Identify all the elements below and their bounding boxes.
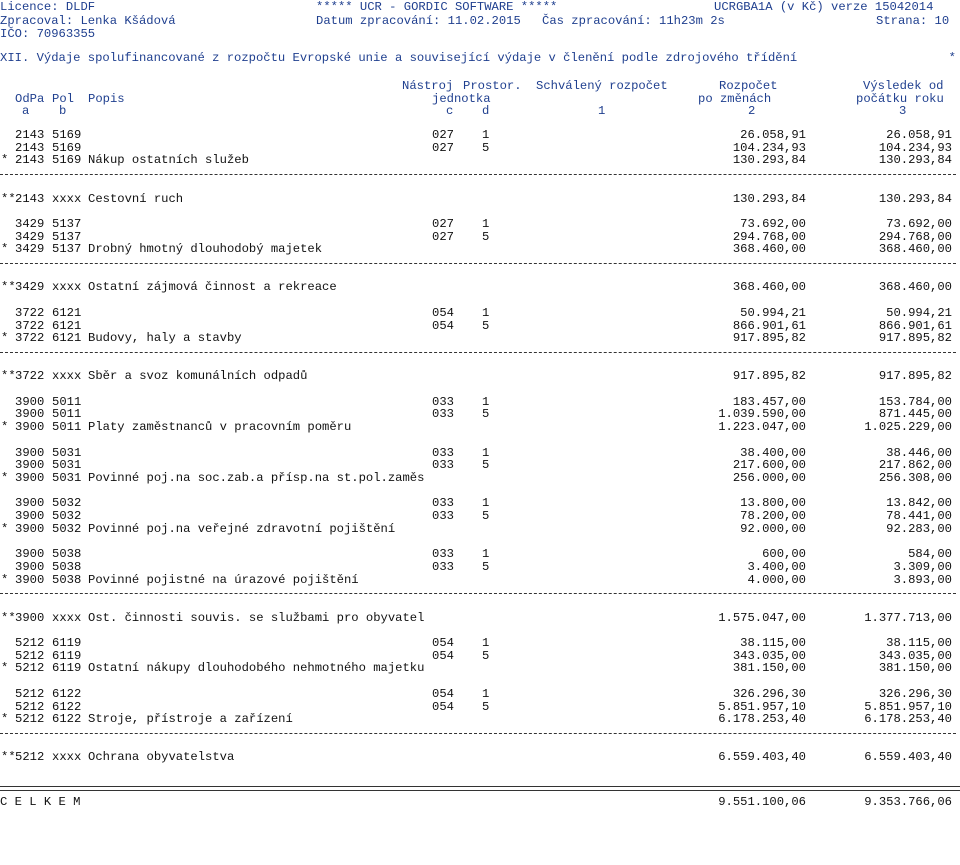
cell-prostor: 1 [482, 547, 490, 562]
cell-odpa: 3900 [15, 407, 45, 422]
cell-odpa: 3900 [15, 394, 45, 409]
cell-pol: 5032 [52, 509, 82, 523]
cell-popis: Ostatní nákupy dlouhodobého nehmotného majetku [88, 661, 425, 676]
cell-popis: Povinné pojistné na úrazové pojištění [88, 572, 359, 587]
cell-popis: Ochrana obyvatelstva [88, 750, 235, 765]
cell-pol: 5011 [52, 394, 82, 409]
col-index-2: 2 [748, 104, 756, 118]
cell-rozpocet: 6.178.253,40 [718, 712, 806, 727]
cell-rozpocet: 5.851.957,10 [718, 699, 806, 714]
cell-vysledek: 3.893,00 [893, 572, 952, 587]
item-subtotal-row [0, 573, 960, 587]
col-index-a: a [22, 104, 30, 118]
cell-nastroj: 054 [432, 318, 454, 333]
cell-odpa: 3722 [15, 318, 45, 333]
item-subtotal-row [0, 153, 960, 167]
cell-popis: Drobný hmotný dlouhodobý majetek [88, 242, 323, 257]
cell-rozpocet: 1.223.047,00 [718, 420, 806, 435]
cell-pol: 6121 [52, 305, 82, 320]
cell-odpa: 3900 [15, 420, 45, 435]
cell-pol: 5169 [52, 153, 82, 168]
cell-pol: xxxx [52, 280, 82, 295]
cell-odpa: 3900 [15, 521, 45, 536]
cell-popis: Povinné poj.na veřejné zdravotní pojištění [88, 521, 396, 536]
cell-pol: 6121 [52, 331, 82, 346]
version-label: UCRGBA1A (v Kč) verze 15042014 [714, 0, 934, 14]
column-header-row-1 [0, 79, 960, 93]
cell-vysledek: 326.296,30 [878, 686, 952, 701]
col-vysledek: Výsledek od [863, 79, 944, 93]
item-subtotal-row [0, 661, 960, 675]
cell-vysledek: 38.115,00 [886, 636, 952, 650]
header-line-3 [0, 27, 960, 41]
cell-rozpocet: 50.994,21 [740, 305, 806, 320]
cell-rozpocet: 104.234,93 [732, 140, 806, 155]
cell-vysledek: 26.058,91 [886, 128, 952, 142]
cell-prostor: 5 [482, 509, 490, 523]
cell-pol: xxxx [52, 610, 82, 625]
cell-star: * [1, 153, 9, 168]
item-subtotal-row [0, 712, 960, 726]
cell-rozpocet: 866.901,61 [732, 318, 806, 333]
cell-prostor: 5 [482, 699, 490, 714]
cell-nastroj: 033 [432, 496, 454, 511]
col-popis: Popis [88, 92, 125, 106]
cell-rozpocet: 26.058,91 [740, 128, 806, 142]
cell-odpa: 3900 [15, 470, 45, 485]
cell-vysledek: 256.308,00 [878, 470, 952, 485]
cell-prostor: 1 [482, 636, 490, 650]
cell-pol: 6121 [52, 318, 82, 333]
cell-vysledek: 866.901,61 [878, 318, 952, 333]
cell-rozpocet: 381.150,00 [732, 661, 806, 676]
cell-nastroj: 033 [432, 407, 454, 422]
cell-nastroj: 054 [432, 636, 454, 650]
total-row [0, 795, 960, 809]
cell-odpa: 3900 [15, 572, 45, 587]
section-total-row [0, 192, 960, 206]
section-separator [0, 174, 956, 175]
cell-nastroj: 033 [432, 547, 454, 562]
cell-odpa: 3900 [15, 610, 45, 625]
col-index-d: d [482, 104, 490, 118]
cell-pol: 6119 [52, 661, 82, 676]
cell-star: ** [1, 191, 16, 206]
cell-star: * [1, 712, 9, 727]
cell-prostor: 5 [482, 407, 490, 422]
cell-star: * [1, 242, 9, 257]
cell-vysledek: 130.293,84 [878, 153, 952, 168]
col-schvaleny: Schválený rozpočet [536, 79, 668, 93]
cell-rozpocet: 294.768,00 [732, 229, 806, 244]
cell-rozpocet: 130.293,84 [732, 191, 806, 206]
cell-vysledek: 871.445,00 [878, 407, 952, 422]
cell-vysledek: 6.559.403,40 [864, 750, 952, 765]
cell-pol: 5038 [52, 572, 82, 587]
cell-rozpocet: 4.000,00 [747, 572, 806, 587]
cell-odpa: 3900 [15, 458, 45, 473]
cell-odpa: 2143 [15, 191, 45, 206]
cell-prostor: 5 [482, 648, 490, 663]
cell-vysledek: 78.441,00 [886, 509, 952, 523]
cell-odpa: 3722 [15, 305, 45, 320]
cell-vysledek: 6.178.253,40 [864, 712, 952, 727]
cell-rozpocet: 38.400,00 [740, 445, 806, 460]
cell-odpa: 2143 [15, 128, 45, 142]
cell-nastroj: 027 [432, 229, 454, 244]
cell-odpa: 5212 [15, 750, 45, 765]
cell-vysledek: 92.283,00 [886, 521, 952, 536]
cell-rozpocet: 92.000,00 [740, 521, 806, 536]
cell-prostor: 5 [482, 140, 490, 155]
cell-odpa: 5212 [15, 712, 45, 727]
cell-popis: Povinné poj.na soc.zab.a přísp.na st.pol.zaměs [88, 470, 425, 485]
cell-odpa: 3722 [15, 331, 45, 346]
cell-prostor: 1 [482, 445, 490, 460]
section-total-row [0, 611, 960, 625]
cell-rozpocet: 343.035,00 [732, 648, 806, 663]
cell-odpa: 3900 [15, 509, 45, 523]
cell-popis: Sběr a svoz komunálních odpadů [88, 369, 308, 384]
cell-popis: Stroje, přístroje a zařízení [88, 712, 293, 727]
cell-star: * [1, 331, 9, 346]
cell-star: * [1, 420, 9, 435]
datum-label: Datum zpracování: 11.02.2015 [316, 14, 521, 28]
section-total-row [0, 280, 960, 294]
cell-star: ** [1, 369, 16, 384]
cell-popis: Nákup ostatních služeb [88, 153, 249, 168]
cell-vysledek: 13.842,00 [886, 496, 952, 511]
section-separator [0, 352, 956, 353]
cell-rozpocet: 1.575.047,00 [718, 610, 806, 625]
cell-nastroj: 054 [432, 305, 454, 320]
col-prostor: Prostor. [463, 79, 522, 93]
cell-rozpocet: 326.296,30 [732, 686, 806, 701]
cell-pol: 5038 [52, 559, 82, 574]
cell-pol: xxxx [52, 191, 82, 206]
cell-pol: 5031 [52, 458, 82, 473]
cell-star: * [1, 661, 9, 676]
cell-vysledek: 50.994,21 [886, 305, 952, 320]
cell-odpa: 5212 [15, 686, 45, 701]
cell-vysledek: 368.460,00 [878, 280, 952, 295]
strana-label: Strana: 10 [876, 14, 950, 28]
cell-vysledek: 368.460,00 [878, 242, 952, 257]
total-separator [0, 786, 960, 791]
cell-odpa: 5212 [15, 648, 45, 663]
licence-label: Licence: DLDF [0, 0, 96, 14]
cell-prostor: 5 [482, 559, 490, 574]
cell-vysledek: 73.692,00 [886, 216, 952, 231]
cell-pol: 5011 [52, 407, 82, 422]
cell-nastroj: 054 [432, 686, 454, 701]
cell-pol: xxxx [52, 369, 82, 384]
cell-rozpocet: 600,00 [762, 547, 806, 562]
cell-rozpocet: 368.460,00 [732, 242, 806, 257]
col-nastroj: Nástroj [402, 79, 454, 93]
cell-odpa: 5212 [15, 699, 45, 714]
cell-odpa: 5212 [15, 636, 45, 650]
zpracoval-label: Zpracoval: Lenka Kšádová [0, 14, 176, 28]
cell-rozpocet: 13.800,00 [740, 496, 806, 511]
cell-pol: 5169 [52, 128, 82, 142]
cell-nastroj: 033 [432, 394, 454, 409]
cell-pol: 5032 [52, 496, 82, 511]
cell-prostor: 1 [482, 128, 490, 142]
cell-prostor: 1 [482, 496, 490, 511]
col-odpa: OdPa [15, 92, 45, 106]
cell-pol: 5031 [52, 445, 82, 460]
header-line-2 [0, 14, 960, 28]
cell-prostor: 1 [482, 305, 490, 320]
cell-prostor: 5 [482, 458, 490, 473]
cell-vysledek: 343.035,00 [878, 648, 952, 663]
header-line-1 [0, 0, 960, 14]
cell-popis: Cestovní ruch [88, 191, 184, 206]
cell-odpa: 3900 [15, 559, 45, 574]
section-separator [0, 733, 956, 734]
col-index-c: c [446, 104, 454, 118]
cell-popis: Budovy, haly a stavby [88, 331, 242, 346]
cell-star: * [1, 572, 9, 587]
col-index-b: b [59, 104, 67, 118]
cell-rozpocet: 917.895,82 [732, 369, 806, 384]
cell-prostor: 5 [482, 229, 490, 244]
cell-popis: Ostatní zájmová činnost a rekreace [88, 280, 337, 295]
cell-pol: 5011 [52, 420, 82, 435]
col-rozpocet: Rozpočet [719, 79, 778, 93]
cell-pol: 6122 [52, 699, 82, 714]
cell-vysledek: 584,00 [908, 547, 952, 562]
product-label: ***** UCR - GORDIC SOFTWARE ***** [316, 0, 558, 14]
col-pocatku-roku: počátku roku [856, 92, 944, 106]
section-separator [0, 593, 956, 594]
cell-pol: xxxx [52, 750, 82, 765]
cell-pol: 5137 [52, 229, 82, 244]
cell-rozpocet: 6.559.403,40 [718, 750, 806, 765]
cell-nastroj: 033 [432, 445, 454, 460]
cell-rozpocet: 78.200,00 [740, 509, 806, 523]
cell-odpa: 3429 [15, 242, 45, 257]
item-subtotal-row [0, 471, 960, 485]
total-label: C E L K E M [0, 795, 81, 809]
col-index-3: 3 [899, 104, 907, 118]
cell-nastroj: 027 [432, 128, 454, 142]
section-total-row [0, 750, 960, 764]
cell-prostor: 5 [482, 318, 490, 333]
cell-vysledek: 153.784,00 [878, 394, 952, 409]
cell-vysledek: 917.895,82 [878, 331, 952, 346]
column-index-row [0, 104, 960, 118]
cell-nastroj: 054 [432, 648, 454, 663]
item-subtotal-row [0, 242, 960, 256]
cell-vysledek: 1.377.713,00 [864, 610, 952, 625]
cell-rozpocet: 130.293,84 [732, 153, 806, 168]
cell-nastroj: 027 [432, 216, 454, 231]
cell-vysledek: 217.862,00 [878, 458, 952, 473]
cell-vysledek: 381.150,00 [878, 661, 952, 676]
cell-star: ** [1, 280, 16, 295]
cell-odpa: 3429 [15, 229, 45, 244]
cell-nastroj: 027 [432, 140, 454, 155]
cell-nastroj: 033 [432, 458, 454, 473]
cell-pol: 5032 [52, 521, 82, 536]
cell-odpa: 2143 [15, 140, 45, 155]
cell-pol: 6119 [52, 636, 82, 650]
col-pol: Pol [52, 92, 74, 106]
cell-rozpocet: 183.457,00 [732, 394, 806, 409]
cell-odpa: 3429 [15, 280, 45, 295]
report-title: XII. Výdaje spolufinancované z rozpočtu Evropské unie a související výdaje v členění podle zdrojového třídění [0, 51, 798, 65]
cell-star: * [1, 470, 9, 485]
cell-nastroj: 054 [432, 699, 454, 714]
col-index-1: 1 [598, 104, 606, 118]
cell-rozpocet: 1.039.590,00 [718, 407, 806, 422]
cell-vysledek: 294.768,00 [878, 229, 952, 244]
total-rozpocet: 9.551.100,06 [718, 795, 806, 809]
report-title-line [0, 51, 960, 65]
cell-prostor: 1 [482, 686, 490, 701]
cell-vysledek: 917.895,82 [878, 369, 952, 384]
cell-prostor: 1 [482, 394, 490, 409]
cell-popis: Ost. činnosti souvis. se službami pro obyvatel [88, 610, 425, 625]
ico-label: IČO: 70963355 [0, 27, 96, 41]
cell-odpa: 5212 [15, 661, 45, 676]
item-subtotal-row [0, 420, 960, 434]
cell-nastroj: 033 [432, 559, 454, 574]
section-total-row [0, 369, 960, 383]
cell-rozpocet: 38.115,00 [740, 636, 806, 650]
cell-odpa: 3900 [15, 445, 45, 460]
cell-pol: 5038 [52, 547, 82, 562]
cell-rozpocet: 917.895,82 [732, 331, 806, 346]
cell-odpa: 2143 [15, 153, 45, 168]
cell-star: ** [1, 750, 16, 765]
cell-pol: 6122 [52, 712, 82, 727]
cell-prostor: 1 [482, 216, 490, 231]
cell-vysledek: 38.446,00 [886, 445, 952, 460]
item-subtotal-row [0, 522, 960, 536]
cell-vysledek: 3.309,00 [893, 559, 952, 574]
col-jednotka: jednotka [432, 92, 491, 106]
cell-rozpocet: 73.692,00 [740, 216, 806, 231]
cell-pol: 6119 [52, 648, 82, 663]
cell-odpa: 3722 [15, 369, 45, 384]
cell-pol: 5137 [52, 242, 82, 257]
cell-rozpocet: 217.600,00 [732, 458, 806, 473]
cell-nastroj: 033 [432, 509, 454, 523]
cell-vysledek: 5.851.957,10 [864, 699, 952, 714]
cell-star: ** [1, 610, 16, 625]
cell-vysledek: 1.025.229,00 [864, 420, 952, 435]
section-separator [0, 263, 956, 264]
cell-odpa: 3900 [15, 547, 45, 562]
cell-pol: 5169 [52, 140, 82, 155]
col-po-zmenach: po změnách [698, 92, 772, 106]
cell-pol: 5137 [52, 216, 82, 231]
cell-vysledek: 104.234,93 [878, 140, 952, 155]
cell-rozpocet: 256.000,00 [732, 470, 806, 485]
total-vysledek: 9.353.766,06 [864, 795, 952, 809]
cas-label: Čas zpracování: 11h23m 2s [542, 14, 725, 28]
report-title-mark: * [948, 51, 956, 65]
cell-odpa: 3900 [15, 496, 45, 511]
cell-pol: 6122 [52, 686, 82, 701]
cell-rozpocet: 368.460,00 [732, 280, 806, 295]
cell-vysledek: 130.293,84 [878, 191, 952, 206]
item-subtotal-row [0, 331, 960, 345]
cell-odpa: 3429 [15, 216, 45, 231]
cell-star: * [1, 521, 9, 536]
cell-rozpocet: 3.400,00 [747, 559, 806, 574]
cell-pol: 5031 [52, 470, 82, 485]
cell-popis: Platy zaměstnanců v pracovním poměru [88, 420, 352, 435]
